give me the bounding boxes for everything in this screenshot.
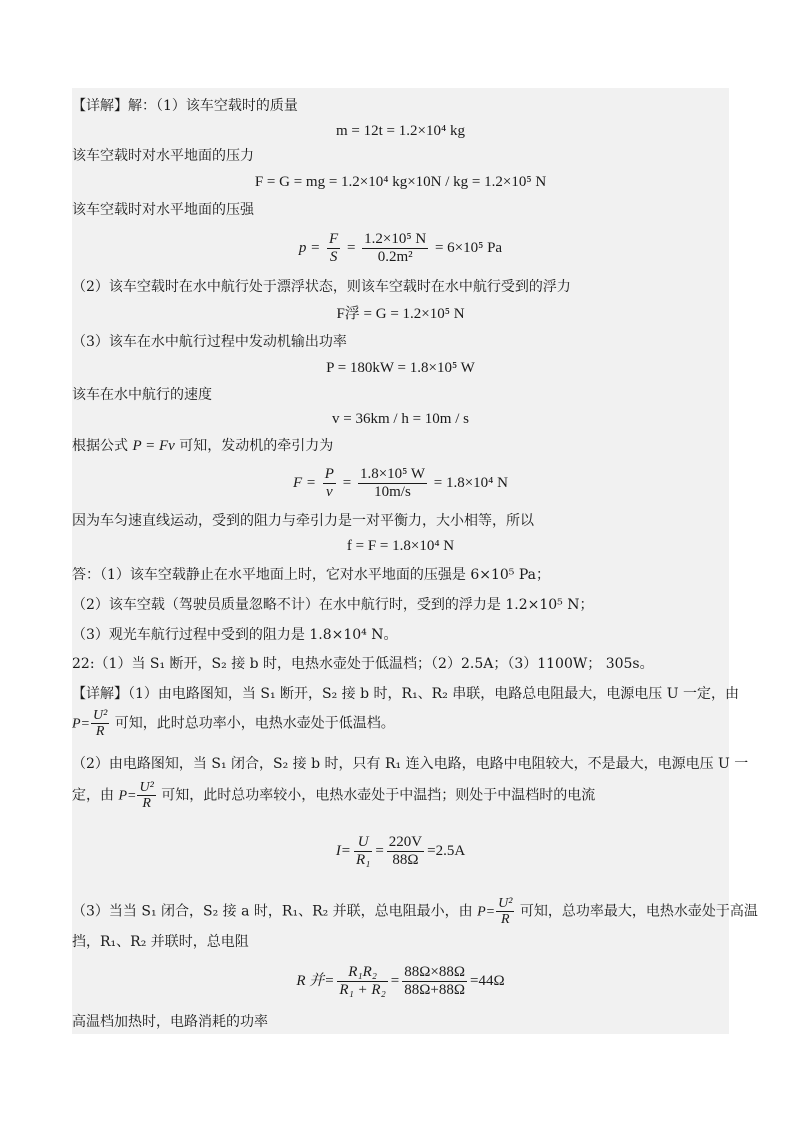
denominator: R₁: [355, 852, 371, 868]
inline-formula: P = Fv: [132, 438, 175, 454]
question-22-answer: 22:（1）当 S₁ 断开，S₂ 接 b 时，电热水壶处于低温档；（2）2.5A；（3）1100W； 305s。: [72, 656, 654, 672]
numerator: R₁R₂: [337, 964, 387, 982]
fraction: [327, 231, 340, 266]
text-line: 该车空载时对水平地面的压强: [72, 202, 254, 218]
formula-power: P = 180kW = 1.8×10⁵ W: [326, 360, 475, 376]
denominator: R: [142, 796, 151, 811]
text-span: 可知，此时总功率较小，电热水壶处于中温挡；则处于中温档时的电流: [161, 787, 596, 804]
formula-buoyancy: F浮 = G = 1.2×10⁵ N: [336, 306, 465, 322]
text-span: 可知，此时总功率小，电热水壶处于低温档。: [114, 715, 395, 732]
text-line: 【详解】解：（1）该车空载时的质量: [72, 98, 298, 114]
formula-speed: v = 36km / h = 10m / s: [332, 411, 469, 427]
fraction: [337, 964, 387, 999]
text-line: [72, 708, 729, 739]
formula-pressure: p = $\frac{F}{S}$ = $\frac{\text{1.2×10⁵ N}}{\text{0.2m²}}$ = 6×10⁵ Pa: [298, 231, 503, 265]
fraction: [358, 466, 427, 501]
answer-line: 答：（1）该车空载静止在水平地面上时，它对水平地面的压强是 6×10⁵ Pa；: [72, 567, 551, 583]
numerator: U²: [139, 780, 154, 795]
formula-resistance: f = F = 1.8×10⁴ N: [346, 538, 455, 554]
fraction: [362, 231, 428, 266]
denominator: 0.2m²: [377, 249, 413, 265]
denominator: 88Ω: [392, 852, 419, 868]
denominator: v: [326, 484, 333, 500]
inline-formula: P=: [118, 788, 137, 804]
formula-lhs: R 并=: [296, 972, 335, 989]
text-span: 可知，发动机的牵引力为: [179, 438, 334, 454]
numerator: U²: [93, 708, 108, 723]
numerator: 88Ω×88Ω: [404, 964, 466, 980]
numerator: P: [324, 466, 334, 482]
numerator: U²: [498, 896, 513, 911]
text-span: 可知，总功率最大，电热水壶处于高温: [519, 903, 758, 920]
text-line: 因为车匀速直线运动，受到的阻力与牵引力是一对平衡力，大小相等，所以: [72, 513, 534, 529]
solution-block: [72, 88, 758, 1034]
text-line: 该车空载时对水平地面的压力: [72, 148, 254, 164]
inline-fraction: [137, 780, 155, 811]
fraction: [323, 466, 336, 501]
text-line: 挡，R₁、R₂ 并联时，总电阻: [72, 934, 249, 950]
formula-lhs: p =: [298, 239, 321, 256]
inline-formula: P=: [72, 716, 90, 732]
text-line: 该车在水中航行的速度: [72, 387, 212, 403]
text-line: （2）由电路图知，当 S₁ 闭合，S₂ 接 b 时，只有 R₁ 连入电路，电路中电阻较大，不是最大，电源电压 U 一: [72, 756, 749, 772]
formula-lhs: I=: [335, 842, 351, 859]
formula-mass: m = 12t = 1.2×10⁴ kg: [336, 123, 465, 139]
text-span: 定，由: [72, 787, 114, 804]
formula-total-resistance: R 并= $\frac{\text{R₁R₂}}{\text{R₁ + R₂}}$ = $\frac{88\Omega\times 88\Omega}{88\Omega+88\Omega}$ =44Ω: [296, 964, 505, 998]
formula-rhs: = 6×10⁵ Pa: [434, 239, 503, 256]
text-span: （3）当当 S₁ 闭合，S₂ 接 a 时，R₁、R₂ 并联，总电阻最小，由: [72, 903, 473, 920]
formula-traction: F = $\frac{P}{v}$ = $\frac{\text{1.8×10⁵ W}}{10m/s}$ = 1.8×10⁴ N: [293, 466, 508, 500]
text-line: [72, 436, 729, 456]
formula-pressure-force: F = G = mg = 1.2×10⁴ kg×10N / kg = 1.2×10⁵ N: [254, 174, 547, 190]
inline-fraction: [91, 708, 109, 739]
numerator: U: [354, 834, 372, 852]
denominator: S: [329, 249, 338, 265]
denominator: 88Ω+88Ω: [404, 982, 466, 998]
fraction: [387, 834, 424, 869]
formula-rhs: =44Ω: [470, 972, 505, 989]
inline-fraction: [496, 896, 514, 927]
text-span: 根据公式: [72, 438, 128, 454]
text-line: 【详解】（1）由电路图知，当 S₁ 断开，S₂ 接 b 时，R₁、R₂ 串联，电路总电阻最大，电源电压 U 一定，由: [72, 686, 739, 702]
formula-current: I= $\frac{U}{\text{R₁}}$ = $\frac{220V}{88\Omega}$ =2.5A: [335, 834, 466, 868]
formula-rhs: = 1.8×10⁴ N: [433, 474, 508, 491]
fraction: [354, 834, 372, 869]
text-line: 高温档加热时，电路消耗的功率: [72, 1014, 268, 1030]
formula-lhs: F =: [293, 474, 317, 491]
numerator: 220V: [388, 834, 423, 850]
numerator: 1.2×10⁵ N: [364, 231, 427, 247]
answer-line: （2）该车空载（驾驶员质量忽略不计）在水中航行时，受到的浮力是 1.2×10⁵ N；: [72, 597, 594, 613]
denominator: R₁ + R₂: [339, 982, 386, 998]
text-line: [72, 780, 729, 811]
formula-rhs: =2.5A: [427, 842, 466, 859]
inline-formula: P=: [477, 904, 496, 920]
answer-line: （3）观光车航行过程中受到的阻力是 1.8×10⁴ N。: [72, 627, 398, 643]
numerator: 1.8×10⁵ W: [359, 466, 426, 482]
text-line: [72, 896, 758, 927]
text-line: （2）该车空载时在水中航行处于漂浮状态，则该车空载时在水中航行受到的浮力: [72, 279, 571, 295]
fraction: [402, 964, 467, 999]
denominator: R: [95, 724, 105, 739]
denominator: R: [501, 912, 510, 927]
denominator: 10m/s: [374, 484, 411, 500]
text-line: （3）该车在水中航行过程中发动机输出功率: [72, 334, 347, 350]
numerator: F: [329, 231, 339, 247]
